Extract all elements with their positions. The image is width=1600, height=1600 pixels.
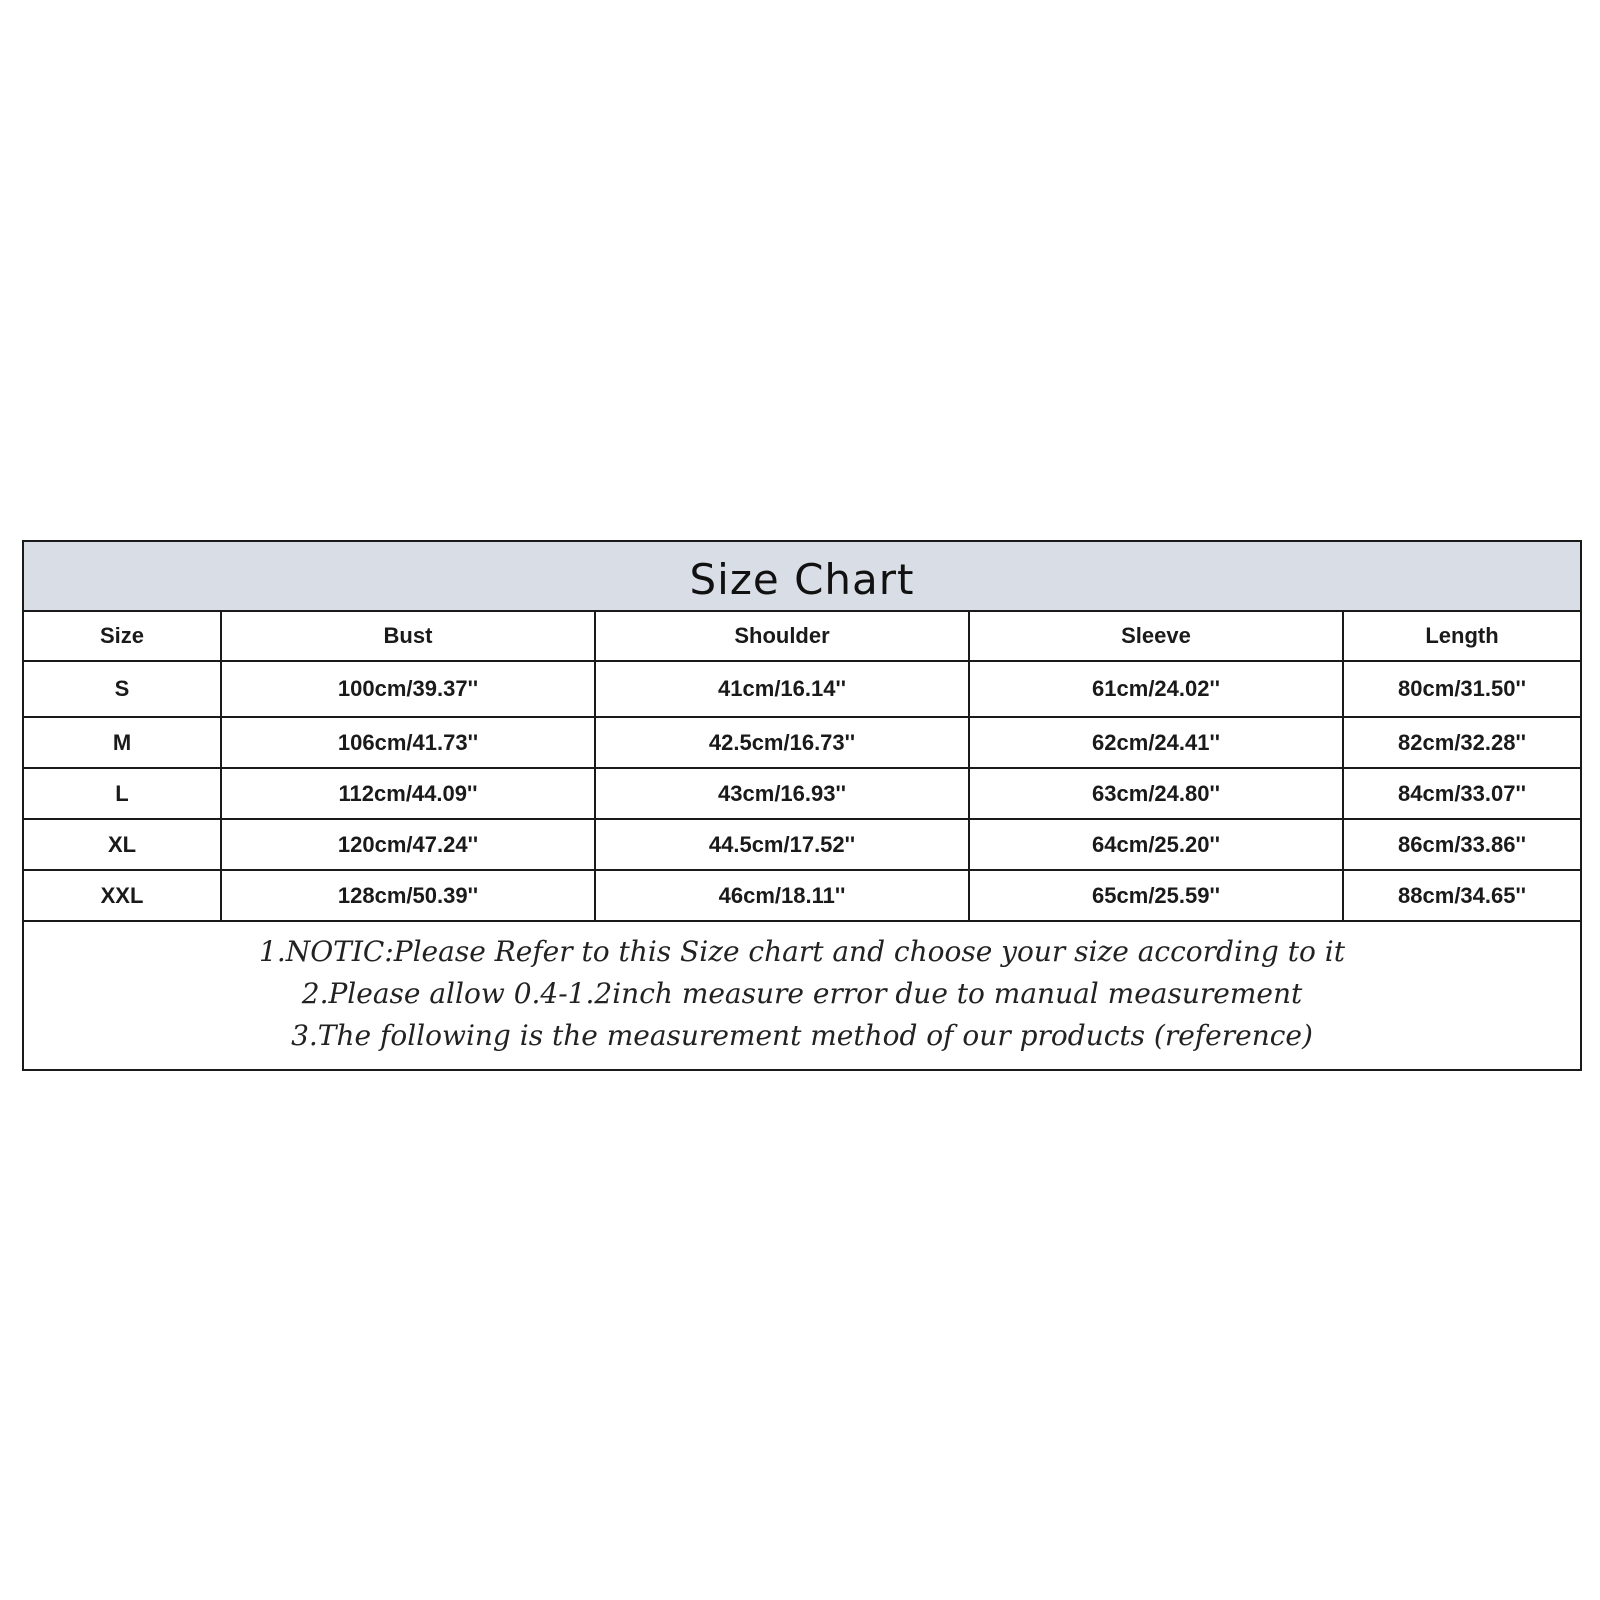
length-cell: 80cm/31.50'' [1343,661,1580,717]
shoulder-cell: 44.5cm/17.52'' [595,819,969,870]
sleeve-cell: 62cm/24.41'' [969,717,1343,768]
length-cell: 86cm/33.86'' [1343,819,1580,870]
shoulder-cell: 46cm/18.11'' [595,870,969,921]
shoulder-cell: 42.5cm/16.73'' [595,717,969,768]
bust-cell: 112cm/44.09'' [221,768,595,819]
chart-title: Size Chart [689,555,915,604]
size-cell: M [24,717,221,768]
notes-section [24,922,1580,1069]
table-row [24,819,1580,870]
size-cell: XXL [24,870,221,921]
size-table [24,612,1580,922]
bust-cell: 100cm/39.37'' [221,661,595,717]
size-cell: L [24,768,221,819]
table-row [24,870,1580,921]
column-header-shoulder: Shoulder [595,612,969,661]
sleeve-cell: 64cm/25.20'' [969,819,1343,870]
column-header-bust: Bust [221,612,595,661]
sleeve-cell: 63cm/24.80'' [969,768,1343,819]
table-row [24,661,1580,717]
table-row [24,717,1580,768]
note-line: 2.Please allow 0.4-1.2inch measure error due to manual measurement [301,976,1303,1010]
size-chart [22,540,1582,1071]
length-cell: 82cm/32.28'' [1343,717,1580,768]
shoulder-cell: 43cm/16.93'' [595,768,969,819]
bust-cell: 106cm/41.73'' [221,717,595,768]
sleeve-cell: 65cm/25.59'' [969,870,1343,921]
note-line: 3.The following is the measurement method of our products (reference) [291,1018,1313,1052]
column-header-size: Size [24,612,221,661]
length-cell: 88cm/34.65'' [1343,870,1580,921]
table-row [24,768,1580,819]
size-cell: S [24,661,221,717]
sleeve-cell: 61cm/24.02'' [969,661,1343,717]
header-row [24,612,1580,661]
column-header-sleeve: Sleeve [969,612,1343,661]
chart-title-bar [24,542,1580,612]
note-line: 1.NOTIC:Please Refer to this Size chart and choose your size according to it [259,934,1345,968]
column-header-length: Length [1343,612,1580,661]
bust-cell: 120cm/47.24'' [221,819,595,870]
shoulder-cell: 41cm/16.14'' [595,661,969,717]
bust-cell: 128cm/50.39'' [221,870,595,921]
length-cell: 84cm/33.07'' [1343,768,1580,819]
size-cell: XL [24,819,221,870]
